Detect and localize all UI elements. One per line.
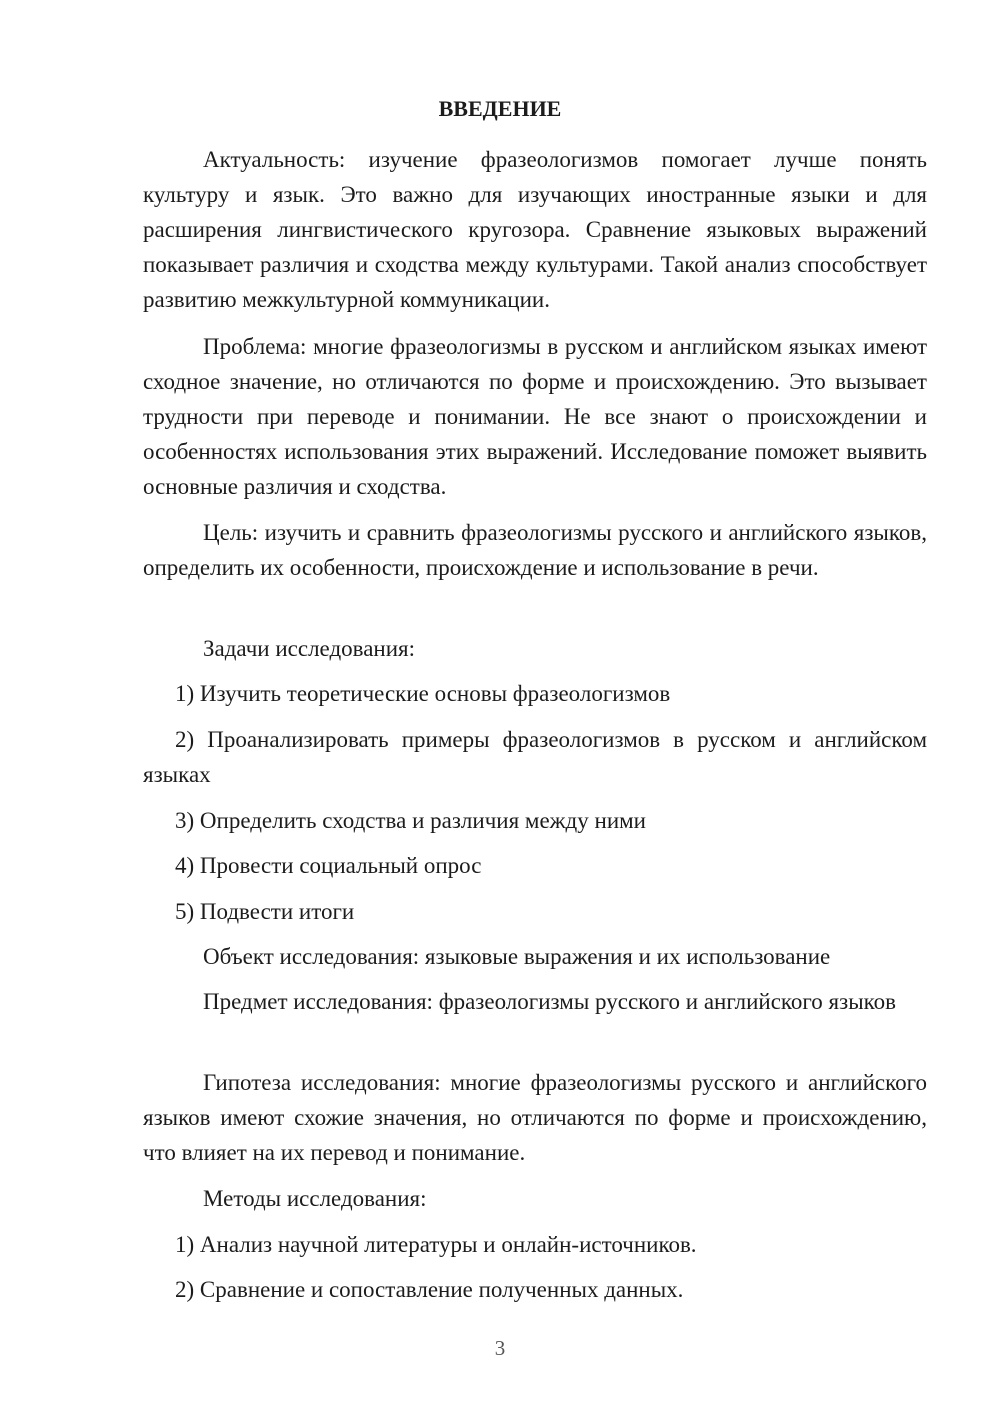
tasks-heading: Задачи исследования: <box>203 636 416 661</box>
method-item: 1) Анализ научной литературы и онлайн-источников. <box>175 1232 697 1257</box>
section-heading: ВВЕДЕНИЕ <box>438 96 562 121</box>
task-item: 1) Изучить теоретические основы фразеологизмов <box>175 681 671 706</box>
page-number: 3 <box>494 1336 506 1360</box>
hypothesis-paragraph: Гипотеза исследования: многие фразеологизмы русского и английского языков имеют схожие значения, но отличаются по форме и происхождению, что влияет на их перевод и понимание. <box>143 1070 927 1165</box>
task-item: 2) Проанализировать примеры фразеологизмов в русском и английском языках <box>143 727 927 787</box>
goal-paragraph: Цель: изучить и сравнить фразеологизмы русского и английского языков, определить их особенности, происхождение и использование в речи. <box>143 520 927 580</box>
object-paragraph: Объект исследования: языковые выражения и их использование <box>203 944 831 969</box>
subject-paragraph: Предмет исследования: фразеологизмы русского и английского языков <box>203 989 897 1014</box>
task-item: 3) Определить сходства и различия между ними <box>175 808 646 833</box>
relevance-paragraph: Актуальность: изучение фразеологизмов помогает лучше понять культуру и язык. Это важно для изучающих иностранные языки и для расширения лингвистического кругозора. Сравнение языковых выражений показывает различия и сходства между культурами. Такой анализ способствует развитию межкультурной коммуникации. <box>143 147 927 312</box>
method-item: 2) Сравнение и сопоставление полученных данных. <box>175 1277 684 1302</box>
problem-paragraph: Проблема: многие фразеологизмы в русском и английском языках имеют сходное значение, но отличаются по форме и происхождению. Это вызывает трудности при переводе и понимании. Не все знают о происхождении и особенностях использования этих выражений. Исследование поможет выявить основные различия и сходства. <box>143 334 927 499</box>
task-item: 5) Подвести итоги <box>175 899 355 924</box>
task-item: 4) Провести социальный опрос <box>175 853 482 878</box>
methods-heading: Методы исследования: <box>203 1186 427 1211</box>
